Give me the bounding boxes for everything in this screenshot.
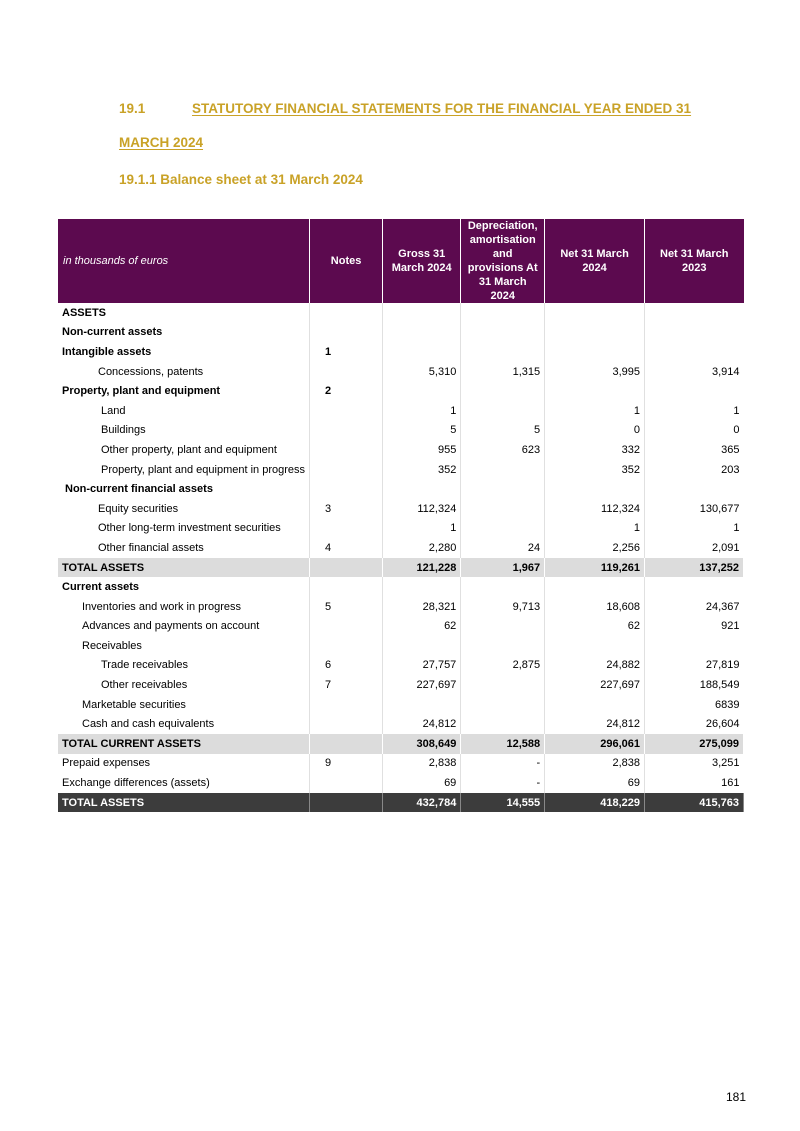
row-net-2024 — [545, 479, 645, 499]
row-label: Advances and payments on account — [58, 617, 310, 637]
row-gross: 62 — [383, 617, 461, 637]
row-depreciation — [461, 499, 545, 519]
row-depreciation: 623 — [461, 440, 545, 460]
row-gross — [383, 577, 461, 597]
row-net-2024: 332 — [545, 440, 645, 460]
header-notes: Notes — [310, 219, 383, 303]
row-depreciation — [461, 636, 545, 656]
row-net-2023: 26,604 — [705, 718, 740, 731]
table-row — [58, 460, 744, 480]
row-label: Prepaid expenses — [58, 754, 310, 774]
table-row — [58, 656, 744, 676]
row-gross: 69 — [383, 773, 461, 793]
row-net-2024 — [545, 323, 645, 343]
table-row — [58, 695, 744, 715]
row-net-2024: 2,838 — [545, 754, 645, 774]
row-label: Other property, plant and equipment — [58, 440, 310, 460]
row-net-2023: 203 — [721, 463, 740, 476]
row-depreciation: - — [461, 754, 545, 774]
row-label: Other receivables — [58, 675, 310, 695]
row-notes — [310, 519, 383, 539]
row-label: Other financial assets — [58, 538, 310, 558]
row-notes — [310, 401, 383, 421]
row-net-2024 — [545, 695, 645, 715]
row-label: Concessions, patents — [58, 362, 310, 382]
row-net-2024: 119,261 — [545, 558, 645, 578]
row-net-2024: 352 — [545, 460, 645, 480]
grand-total-row — [58, 793, 744, 813]
row-notes: 6 — [310, 656, 383, 676]
row-gross: 112,324 — [383, 499, 461, 519]
row-net-2024: 24,812 — [545, 714, 645, 734]
row-net-2024: 2,256 — [545, 538, 645, 558]
row-net-2023 — [645, 342, 744, 362]
row-notes: 7 — [310, 675, 383, 695]
row-gross — [383, 342, 461, 362]
row-notes: 5 — [310, 597, 383, 617]
row-label: Marketable securities — [58, 695, 310, 715]
row-label: Buildings — [58, 421, 310, 441]
section-heading-line2 — [119, 126, 719, 160]
row-net-2023 — [645, 577, 744, 597]
row-depreciation — [461, 323, 545, 343]
row-notes: 9 — [310, 754, 383, 774]
row-gross: 2,280 — [383, 538, 461, 558]
page-number: 181 — [726, 1090, 747, 1104]
row-depreciation — [461, 695, 545, 715]
row-label: TOTAL ASSETS — [58, 793, 310, 813]
row-net-2024: 227,697 — [545, 675, 645, 695]
section-title-line1: STATUTORY FINANCIAL STATEMENTS FOR THE FINANCIAL YEAR ENDED 31 — [192, 101, 692, 116]
row-net-2024: 296,061 — [545, 734, 645, 754]
table-row — [58, 538, 744, 558]
balance-sheet-table — [58, 219, 744, 812]
row-depreciation: 12,588 — [461, 734, 545, 754]
table-row — [58, 773, 744, 793]
row-label: Land — [58, 401, 310, 421]
table-row — [58, 636, 744, 656]
row-depreciation: 1,315 — [461, 362, 545, 382]
row-notes — [310, 577, 383, 597]
row-gross: 955 — [383, 440, 461, 460]
row-net-2023: 3,914 — [711, 365, 740, 378]
row-notes — [310, 440, 383, 460]
row-notes: 1 — [310, 342, 383, 362]
row-net-2023: 137,252 — [645, 558, 744, 578]
table-row — [58, 754, 744, 774]
row-label: TOTAL CURRENT ASSETS — [58, 734, 310, 754]
row-net-2024: 418,229 — [545, 793, 645, 813]
row-net-2023: 0 — [733, 424, 740, 437]
row-net-2024: 3,995 — [545, 362, 645, 382]
row-net-2023 — [645, 636, 744, 656]
row-notes — [310, 793, 383, 813]
row-depreciation: 14,555 — [461, 793, 545, 813]
row-depreciation — [461, 342, 545, 362]
row-net-2023: 921 — [721, 620, 740, 633]
row-label: Cash and cash equivalents — [58, 714, 310, 734]
row-gross: 432,784 — [383, 793, 461, 813]
row-notes — [310, 558, 383, 578]
row-net-2023 — [645, 479, 744, 499]
row-gross — [383, 636, 461, 656]
table-row — [58, 714, 744, 734]
table-row — [58, 675, 744, 695]
row-notes — [310, 636, 383, 656]
row-net-2024: 24,882 — [545, 656, 645, 676]
row-depreciation: 24 — [461, 538, 545, 558]
row-depreciation: 2,875 — [461, 656, 545, 676]
row-gross: 352 — [383, 460, 461, 480]
row-net-2024: 112,324 — [545, 499, 645, 519]
section-number: 19.1 — [119, 101, 146, 116]
table-row — [58, 479, 744, 499]
subtotal-row — [58, 734, 744, 754]
row-net-2023: 365 — [721, 443, 740, 456]
row-notes — [310, 695, 383, 715]
row-depreciation — [461, 303, 545, 323]
row-gross — [383, 381, 461, 401]
row-net-2024 — [545, 342, 645, 362]
table-row — [58, 440, 744, 460]
row-depreciation — [461, 460, 545, 480]
row-net-2023: 1 — [733, 522, 740, 535]
row-label: Inventories and work in progress — [58, 597, 310, 617]
row-gross: 5,310 — [383, 362, 461, 382]
row-label: Other long-term investment securities — [58, 519, 310, 539]
section-heading — [119, 92, 719, 160]
table-header — [58, 219, 744, 303]
row-net-2023: 24,367 — [705, 600, 740, 613]
row-notes — [310, 421, 383, 441]
row-gross: 121,228 — [383, 558, 461, 578]
row-gross: 28,321 — [383, 597, 461, 617]
row-net-2024: 0 — [545, 421, 645, 441]
header-unit: in thousands of euros — [58, 219, 310, 303]
row-net-2023: 415,763 — [645, 793, 744, 813]
row-depreciation — [461, 577, 545, 597]
row-net-2024: 62 — [545, 617, 645, 637]
row-gross — [383, 323, 461, 343]
row-label: Trade receivables — [58, 656, 310, 676]
row-label: Receivables — [58, 636, 310, 656]
section-title-line2: MARCH 2024 — [119, 135, 204, 150]
row-notes — [310, 303, 383, 323]
table-row — [58, 342, 744, 362]
header-net-2023: Net 31 March 2023 — [645, 219, 744, 303]
row-net-2023 — [645, 303, 744, 323]
table-row — [58, 499, 744, 519]
row-net-2024 — [545, 381, 645, 401]
header-gross: Gross 31 March 2024 — [383, 219, 461, 303]
row-net-2024: 18,608 — [545, 597, 645, 617]
row-notes — [310, 773, 383, 793]
row-label: Property, plant and equipment in progress — [58, 460, 310, 480]
table-row — [58, 421, 744, 441]
row-net-2023: 161 — [721, 777, 740, 790]
row-label: Current assets — [58, 577, 310, 597]
table-row — [58, 323, 744, 343]
row-net-2023: 188,549 — [699, 679, 740, 692]
row-depreciation — [461, 479, 545, 499]
row-depreciation — [461, 401, 545, 421]
row-notes: 4 — [310, 538, 383, 558]
section-heading-line1 — [119, 92, 719, 126]
row-net-2023: 27,819 — [705, 659, 740, 672]
row-net-2024: 1 — [545, 401, 645, 421]
row-depreciation: - — [461, 773, 545, 793]
table-row — [58, 401, 744, 421]
row-net-2023: 275,099 — [645, 734, 744, 754]
table-row — [58, 597, 744, 617]
table-row — [58, 519, 744, 539]
row-label: Exchange differences (assets) — [58, 773, 310, 793]
row-gross — [383, 303, 461, 323]
row-depreciation: 1,967 — [461, 558, 545, 578]
row-net-2024 — [545, 303, 645, 323]
row-gross: 5 — [383, 421, 461, 441]
row-notes: 2 — [310, 381, 383, 401]
row-label: Equity securities — [58, 499, 310, 519]
subtotal-row — [58, 558, 744, 578]
row-net-2023: 2,091 — [711, 541, 740, 554]
row-net-2024: 1 — [545, 519, 645, 539]
row-depreciation — [461, 617, 545, 637]
row-net-2024: 69 — [545, 773, 645, 793]
table-row — [58, 381, 744, 401]
row-net-2023 — [645, 323, 744, 343]
row-label: TOTAL ASSETS — [58, 558, 310, 578]
row-gross: 2,838 — [383, 754, 461, 774]
row-gross — [383, 695, 461, 715]
table-row — [58, 362, 744, 382]
row-net-2023: 130,677 — [699, 502, 740, 515]
table-row — [58, 577, 744, 597]
row-gross: 1 — [383, 401, 461, 421]
row-depreciation — [461, 519, 545, 539]
row-gross: 1 — [383, 519, 461, 539]
row-label: Non-current financial assets — [58, 479, 310, 499]
row-net-2023: 1 — [733, 404, 740, 417]
row-notes — [310, 617, 383, 637]
row-notes — [310, 479, 383, 499]
header-net-2024: Net 31 March 2024 — [545, 219, 645, 303]
row-label: Intangible assets — [58, 342, 310, 362]
row-gross: 27,757 — [383, 656, 461, 676]
table-row — [58, 303, 744, 323]
row-notes — [310, 734, 383, 754]
row-net-2023: 3,251 — [711, 757, 740, 770]
row-depreciation: 9,713 — [461, 597, 545, 617]
row-gross — [383, 479, 461, 499]
row-label: Non-current assets — [58, 323, 310, 343]
row-label: ASSETS — [58, 303, 310, 323]
row-depreciation — [461, 714, 545, 734]
row-notes — [310, 460, 383, 480]
table-body — [58, 303, 744, 812]
row-notes — [310, 714, 383, 734]
row-notes — [310, 362, 383, 382]
row-net-2023 — [645, 381, 744, 401]
row-depreciation — [461, 675, 545, 695]
row-net-2023: 6839 — [715, 698, 740, 711]
subsection-heading: 19.1.1 Balance sheet at 31 March 2024 — [119, 172, 363, 187]
row-depreciation: 5 — [461, 421, 545, 441]
row-gross: 227,697 — [383, 675, 461, 695]
row-net-2024 — [545, 577, 645, 597]
row-notes — [310, 323, 383, 343]
row-label: Property, plant and equipment — [58, 381, 310, 401]
row-depreciation — [461, 381, 545, 401]
row-net-2024 — [545, 636, 645, 656]
row-gross: 24,812 — [383, 714, 461, 734]
row-gross: 308,649 — [383, 734, 461, 754]
table-row — [58, 617, 744, 637]
header-depreciation: Depreciation, amortisation and provisions At 31 March 2024 — [461, 219, 545, 303]
row-notes: 3 — [310, 499, 383, 519]
